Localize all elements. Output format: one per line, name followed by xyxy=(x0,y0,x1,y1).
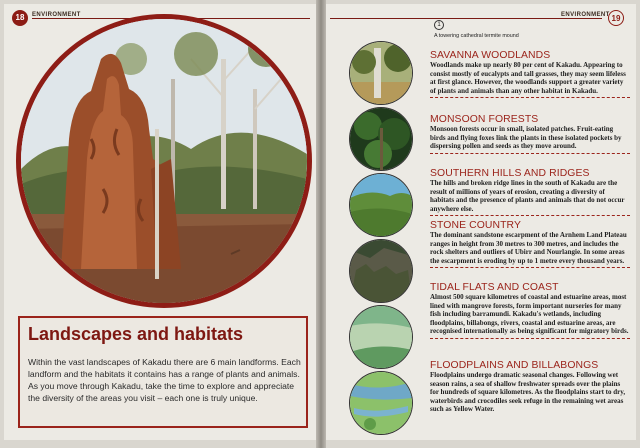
caption-number: 1 xyxy=(434,20,444,30)
section-body: Monsoon forests occur in small, isolated patches. Fruit-eating birds and flying foxes link the plants in these isolated pockets by dispersing pollen and seeds as they move around. xyxy=(430,125,622,151)
landscapes-body: Within the vast landscapes of Kakadu there are 6 main landforms. Each landform and the habitats it contains has a range of plants and animals. As you move through Kakadu, take the time to explore and appreciate the diversity of the areas you visit – each one is truly unique. xyxy=(28,357,301,403)
section-title: SAVANNA WOODLANDS xyxy=(430,50,551,61)
caption-text: A towering cathedral termite mound xyxy=(434,33,519,39)
section-label: ENVIRONMENT xyxy=(32,12,84,18)
tidal-flats-thumb xyxy=(350,306,412,368)
stone-country-thumb xyxy=(350,240,412,302)
section-body: Almost 500 square kilometres of coastal and estuarine areas, most lined with mangrove forests, form important nurseries for many fish including barramundi. Kakadu's wetlands, including floodplains, billabongs, rivers, coastal and estuarine areas, are recognised internationally as being significant for migratory birds. xyxy=(430,293,629,336)
section-savanna-woodlands xyxy=(430,50,630,98)
section-body: The hills and broken ridge lines in the south of Kakadu are the result of millions of years of erosion, creating a diversity of habitats and the presence of plants and animals that do not occur anywhere else. xyxy=(430,179,625,213)
section-title: FLOODPLAINS AND BILLABONGS xyxy=(430,360,599,371)
page-gutter xyxy=(316,0,326,448)
right-page xyxy=(326,4,636,440)
savanna-thumb xyxy=(350,42,412,104)
section-body: Floodplains undergo dramatic seasonal changes. Following wet season rains, a sea of shallow freshwater spreads over the plains for hundreds of square kilometres. As the floodplains start to dry, waterbirds and crocodiles seek refuge in the remaining wet areas such as Yellow Water. xyxy=(430,371,626,414)
section-body: The dominant sandstone escarpment of the Arnhem Land Plateau ranges in height from 30 metres to 300 metres, and includes the rock shelters and outliers of Ubirr and Nourlangie. In some areas the escarpment is eroding by up to 1 metre every thousand years. xyxy=(430,231,627,265)
page-number: 18 xyxy=(12,10,28,26)
left-page xyxy=(4,4,316,440)
southern-hills-thumb xyxy=(350,174,412,236)
termite-mound-photo xyxy=(16,14,312,308)
section-tidal-flats xyxy=(430,282,630,339)
floodplains-thumb xyxy=(350,372,412,434)
section-label: ENVIRONMENT xyxy=(558,12,613,18)
landscapes-box xyxy=(18,316,308,428)
section-title: TIDAL FLATS AND COAST xyxy=(430,282,559,293)
section-title: MONSOON FORESTS xyxy=(430,114,539,125)
section-stone-country xyxy=(430,220,630,268)
section-title: STONE COUNTRY xyxy=(430,220,521,231)
section-southern-hills xyxy=(430,168,630,216)
header-rule xyxy=(330,18,602,19)
termite-mound-illustration xyxy=(21,19,307,303)
section-body: Woodlands make up nearly 80 per cent of Kakadu. Appearing to consist mostly of eucalypts and tall grasses, they may seem lifeless at first glance. However, the woodlands support a greater variety of plants and animals than any other habitat in Kakadu. xyxy=(430,61,626,95)
section-title: SOUTHERN HILLS AND RIDGES xyxy=(430,168,590,179)
page-number: 19 xyxy=(608,10,624,26)
landscapes-title: Landscapes and habitats xyxy=(28,324,244,344)
monsoon-forest-thumb xyxy=(350,108,412,170)
section-floodplains xyxy=(430,360,630,416)
section-monsoon-forests xyxy=(430,114,630,154)
